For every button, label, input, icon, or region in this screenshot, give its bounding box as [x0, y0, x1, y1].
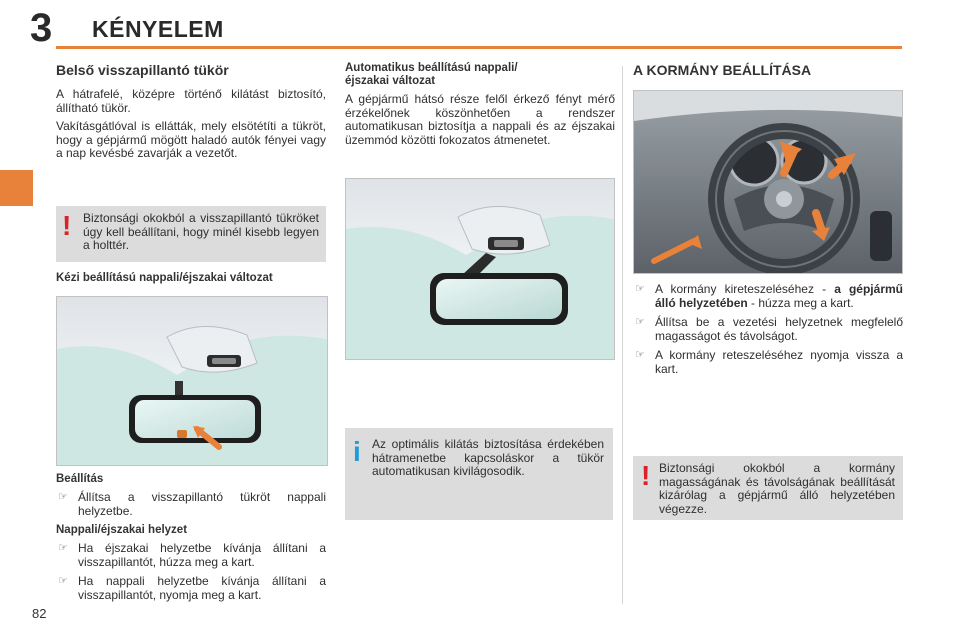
chapter-number: 3 — [30, 6, 53, 50]
warning-icon: ! — [641, 460, 651, 491]
pointing-hand-icon: ☞ — [635, 316, 645, 328]
adjust-section — [56, 473, 326, 608]
auto-mirror-drawing — [346, 179, 614, 359]
auto-info-box — [345, 428, 613, 520]
chapter-title: KÉNYELEM — [92, 16, 224, 42]
info-icon: i — [353, 436, 361, 467]
auto-version-paragraph: A gépjármű hátsó része felől érkező fényt mérő érzékelőnek köszönhetően a rendszer automatikusan biztosítja a nappali és az éjszakai üzemmód közötti fokozatos átmenetet. — [345, 92, 615, 147]
manual-version-heading: Kézi beállítású nappali/éjszakai változat — [56, 272, 273, 284]
mirror-warning-text: Biztonsági okokból a visszapillantó tükröket úgy kell beállítani, hogy minél kisebb legyen a holttér. — [83, 211, 319, 252]
steering-wheel-drawing — [634, 91, 902, 273]
auto-version-heading-line2: éjszakai változat — [345, 75, 436, 87]
daynight-heading: Nappali/éjszakai helyzet — [56, 524, 188, 536]
steering-instructions — [633, 283, 903, 382]
mirror-antiglare-paragraph: Vakításgátlóval is ellátták, mely elsötétíti a tükröt, hogy a gépjármű mögött haladó autók fényei vagy a nap kevésbé zavarják a vezetőt. — [56, 119, 326, 160]
list-item: ☞ Ha éjszakai helyzetbe kívánja állítani a visszapillantót, húzza meg a kart. — [58, 541, 326, 569]
steering-list — [633, 283, 903, 376]
mirror-section-title: Belső visszapillantó tükör — [56, 62, 229, 78]
pointing-hand-icon: ☞ — [635, 349, 645, 361]
steering-warning-text: Biztonsági okokból a kormány magasságának és távolságának beállítását kizárólag a gépjármű álló helyzetében végezze. — [659, 461, 895, 516]
warning-icon: ! — [62, 210, 72, 241]
left-column — [56, 62, 326, 161]
adjust-list — [56, 491, 326, 518]
pointing-hand-icon: ☞ — [58, 575, 68, 587]
chapter-side-tab — [0, 170, 33, 206]
pointing-hand-icon: ☞ — [58, 491, 68, 503]
manual-mirror-drawing — [57, 297, 327, 465]
list-item: ☞ A kormány kireteszeléséhez - a gépjármű álló helyzetében - húzza meg a kart. — [635, 282, 903, 310]
list-item: ☞ Ha nappali helyzetbe kívánja állítani a visszapillantót, nyomja meg a kart. — [58, 574, 326, 602]
header-rule — [56, 46, 902, 49]
auto-info-text: Az optimális kilátás biztosítása érdekében hátramenetbe kapcsoláskor a tükör automatikusan kivilágosodik. — [372, 437, 604, 478]
mirror-warning-box — [56, 206, 326, 262]
column-divider — [622, 66, 623, 604]
middle-column — [345, 62, 615, 147]
list-item: ☞ A kormány reteszeléséhez nyomja vissza a kart. — [635, 348, 903, 376]
mirror-intro-paragraph: A hátrafelé, középre történő kilátást biztosító, állítható tükör. — [56, 87, 326, 115]
list-item: ☞ Állítsa a visszapillantó tükröt nappali helyzetbe. — [58, 490, 326, 518]
steering-section-title: A KORMÁNY BEÁLLÍTÁSA — [633, 62, 812, 78]
pointing-hand-icon: ☞ — [635, 283, 645, 295]
page-number: 82 — [32, 606, 47, 621]
auto-version-heading-line1: Automatikus beállítású nappali/ — [345, 62, 518, 74]
list-item: ☞ Állítsa be a vezetési helyzetnek megfelelő magasságot és távolságot. — [635, 315, 903, 343]
daynight-list — [56, 542, 326, 602]
steering-wheel-illustration — [633, 90, 903, 274]
manual-mirror-illustration — [56, 296, 328, 466]
auto-mirror-illustration — [345, 178, 615, 360]
steering-warning-box — [633, 456, 903, 520]
adjust-heading: Beállítás — [56, 473, 104, 485]
pointing-hand-icon: ☞ — [58, 542, 68, 554]
